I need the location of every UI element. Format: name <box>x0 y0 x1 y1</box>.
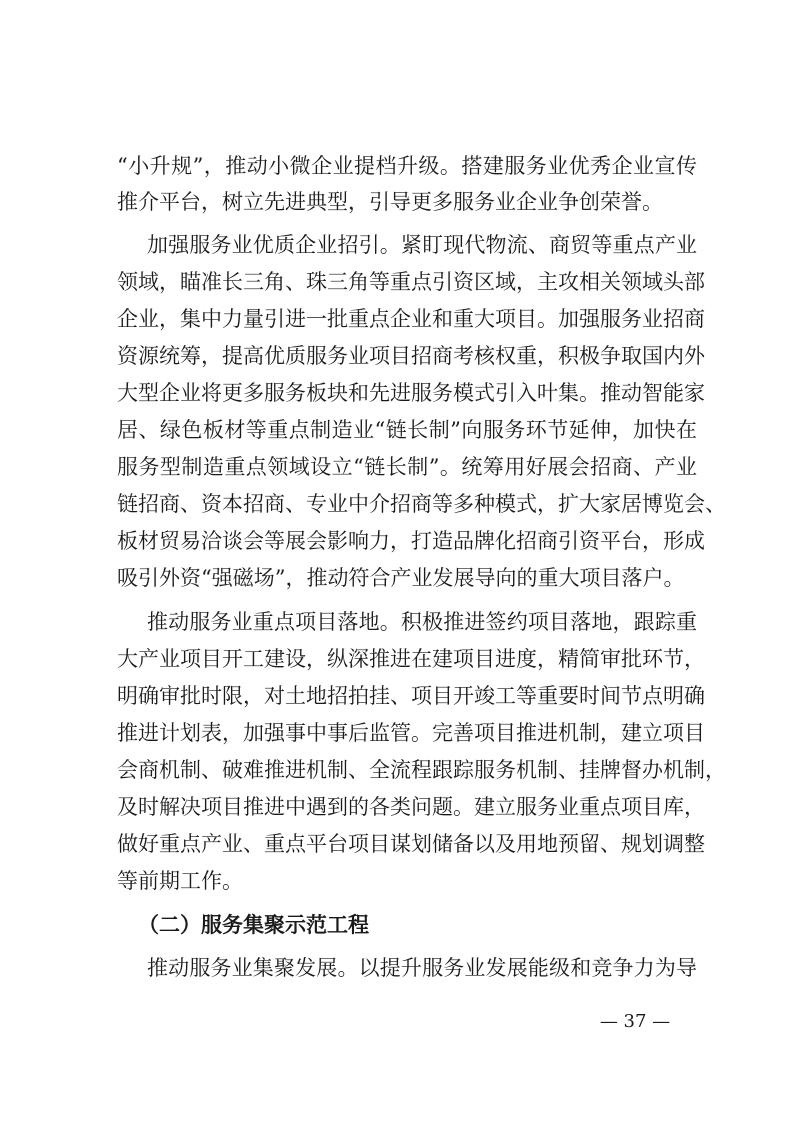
paragraph-2-line-3: 企业，集中力量引进一批重点企业和重大项目。加强服务业招商 <box>117 307 705 331</box>
section-heading: （二）服务集聚示范工程 <box>138 913 369 937</box>
paragraph-2-line-2: 领域，瞄准长三角、珠三角等重点引资区域，主攻相关领域头部 <box>117 270 705 294</box>
paragraph-3-line-5: 会商机制、破难推进机制、全流程跟踪服务机制、挂牌督办机制， <box>117 758 726 782</box>
paragraph-1-line-2: 推介平台，树立先进典型，引导更多服务业企业争创荣誉。 <box>117 190 663 214</box>
paragraph-3-line-1: 推动服务业重点项目落地。积极推进签约项目落地，跟踪重 <box>147 610 697 634</box>
paragraph-1-line-1: “小升规”，推动小微企业提档升级。搭建服务业优秀企业宣传 <box>117 154 697 178</box>
paragraph-2-line-1: 加强服务业优质企业招引。紧盯现代物流、商贸等重点产业 <box>147 233 697 257</box>
paragraph-2-line-6: 居、绿色板材等重点制造业“链长制”向服务环节延伸，加快在 <box>117 418 697 442</box>
page-number: — 37 — <box>599 1011 671 1032</box>
paragraph-4-line-1: 推动服务业集聚发展。以提升服务业发展能级和竞争力为导 <box>147 956 697 980</box>
paragraph-3-line-7: 做好重点产业、重点平台项目谋划储备以及用地预留、规划调整 <box>117 832 705 856</box>
paragraph-3-line-2: 大产业项目开工建设，纵深推进在建项目进度，精简审批环节， <box>117 647 705 671</box>
paragraph-2-line-5: 大型企业将更多服务板块和先进服务模式引入叶集。推动智能家 <box>117 381 705 405</box>
paragraph-2-line-8: 链招商、资本招商、专业中介招商等多种模式，扩大家居博览会、 <box>117 492 726 516</box>
paragraph-2-line-7: 服务型制造重点领域设立“链长制”。统筹用好展会招商、产业 <box>117 455 697 479</box>
paragraph-2-line-10: 吸引外资“强磁场”，推动符合产业发展导向的重大项目落户。 <box>117 566 685 590</box>
paragraph-3-line-8: 等前期工作。 <box>117 869 243 893</box>
paragraph-3-line-6: 及时解决项目推进中遇到的各类问题。建立服务业重点项目库， <box>117 795 705 819</box>
paragraph-3-line-3: 明确审批时限，对土地招拍挂、项目开竣工等重要时间节点明确 <box>117 684 705 708</box>
paragraph-3-line-4: 推进计划表，加强事中事后监管。完善项目推进机制，建立项目 <box>117 721 705 745</box>
paragraph-2-line-9: 板材贸易洽谈会等展会影响力，打造品牌化招商引资平台，形成 <box>117 529 705 553</box>
paragraph-2-line-4: 资源统筹，提高优质服务业项目招商考核权重，积极争取国内外 <box>117 344 705 368</box>
